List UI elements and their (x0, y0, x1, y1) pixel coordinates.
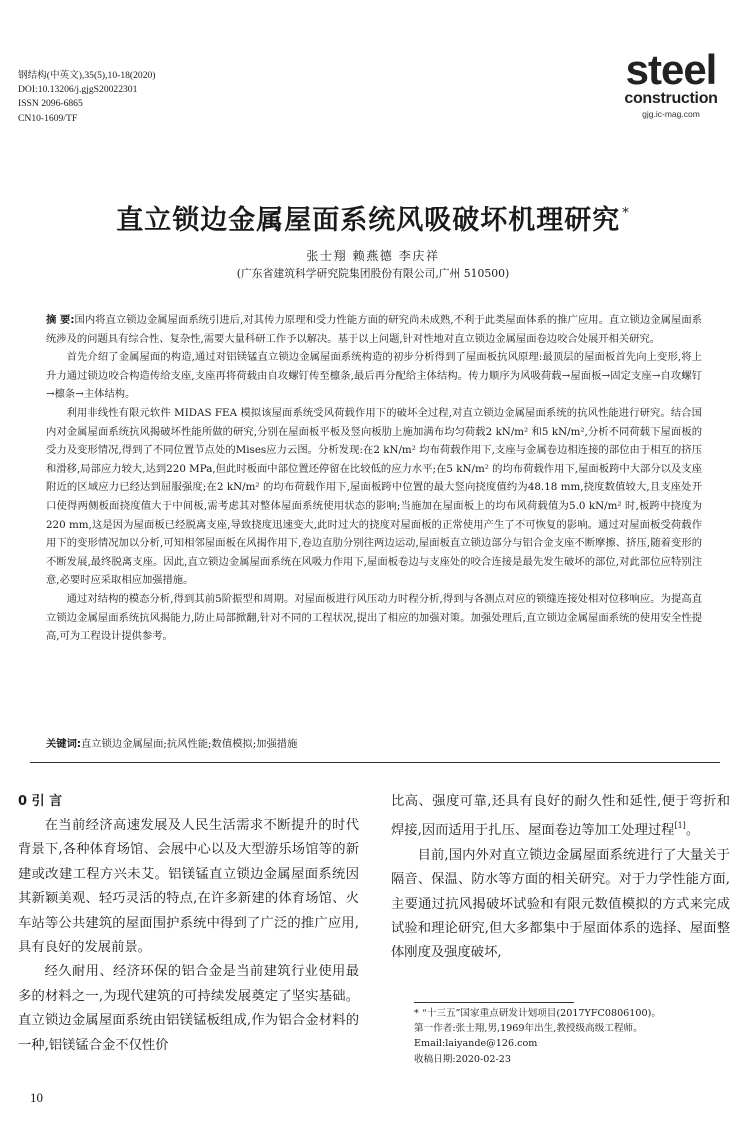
abstract-text: 国内将直立锁边金属屋面系统引进后,对其传力原理和受力性能方面的研究尚未成熟,不利于此类屋面体系的推广应用。直立锁边金属屋面系统涉及的问题具有综合性、复杂性,需要大量科研工作予以解决。基于以上问题,针对性地对直立锁边金属屋面卷边咬合处展开相关研究。 (46, 314, 702, 345)
keywords-label: 关键词: (46, 738, 82, 750)
body-right-column (391, 790, 730, 966)
footnote-email: Email:laiyande@126.com (414, 1038, 538, 1050)
journal-citation: 钢结构(中英文),35(5),10-18(2020) (18, 70, 156, 81)
footnotes (414, 1006, 734, 1067)
logo-url: gjg.ic-mag.com (642, 109, 700, 119)
page-number: 10 (30, 1090, 43, 1105)
body-paragraph: 目前,国内外对直立锁边金属屋面系统进行了大量关于隔音、保温、防水等方面的相关研究。对于力学性能方面,主要通过抗风揭破坏试验和有限元数值模拟的方式来完成试验和理论研究,但大多都集中于屋面体系的选择、屋面整体刚度及强度破坏, (391, 847, 730, 961)
abstract (46, 311, 702, 646)
title-footnote-mark: * (622, 206, 630, 221)
journal-info (18, 69, 156, 126)
abstract-paragraph: 首先介绍了金属屋面的构造,通过对铝镁锰直立锁边金属屋面系统构造的初步分析得到了屋面板抗风原理:最顶层的屋面板首先向上变形,将上升力通过锁边咬合构造传给支座,支座再将荷载由自攻螺钉传至檩条,最后再分配给主体结构。传力顺序为风吸荷载→屋面板→固定支座→自攻螺钉→檩条→主体结构。 (46, 351, 702, 401)
paper-authors: 张士翔 赖燕德 李庆祥 (306, 249, 440, 263)
citation-ref: [1] (674, 821, 686, 831)
body-paragraph (391, 790, 730, 844)
section-heading: 0 引 言 (18, 794, 63, 809)
body-paragraph: 在当前经济高速发展及人民生活需求不断提升的时代背景下,各种体育场馆、会展中心以及大型游乐场馆等的新建或改建工程方兴未艾。铝镁锰直立锁边金属屋面系统因其新颖美观、轻巧灵活的特点,在许多新建的体育场馆、火车站等公共建筑的屋面围护系统中得到了广泛的推广应用,具有良好的发展前景。 (18, 818, 359, 956)
body-paragraph: 经久耐用、经济环保的铝合金是当前建筑行业使用最多的材料之一,为现代建筑的可持续发展奠定了坚实基础。直立锁边金属屋面系统由铝镁锰板组成,作为铝合金材料的一种,铝镁锰合金不仅性价 (18, 964, 359, 1053)
logo-construction: construction (624, 90, 718, 107)
abstract-label: 摘 要: (46, 314, 75, 326)
journal-logo (612, 46, 730, 119)
abstract-paragraph: 利用非线性有限元软件 MIDAS FEA 模拟该屋面系统受风荷载作用下的破坏全过程,对直立锁边金属屋面系统的抗风性能进行研究。结合国内对金属屋面系统抗风揭破坏性能所做的研究,分别在屋面板平板及竖向板肋上施加满布均匀荷载2 kN/m² 和5 kN/m²,分析不同荷载下屋面板的受力及变形情况,得到了不同位置节点处的Mises应力云图。分析发现:在2 kN/m² 均布荷载作用下,支座与金属卷边相连接的部位由于相互的挤压和滑移,局部应力较大,达到220 MPa,但此时板面中部位置还停留在比较低的应力水平;在5 kN/m² 的均布荷载作用下,屋面板跨中大部分以及支座附近的区域应力已经达到屈服强度;在2 kN/m² 的均布荷载作用下,屋面板跨中位置的最大竖向挠度值约为48.18 mm,挠度数值较大,且支座处开口使得两侧板面挠度值大于中间板,需考虑其对整体屋面系统使用状态的影响;当施加在屋面板上的均布风荷载值为5.0 kN/m² 时,板跨中挠度为220 mm,这是因为屋面板已经脱离支座,导致挠度迅速变大,此时过大的挠度对屋面板的正常使用产生了不可恢复的影响。通过对屋面板受荷载作用下的变形情况加以分析,可知相邻屋面板在风揭作用下,卷边直肋分别往两边运动,屋面板直立锁边部分与铝合金支座不断摩擦、挤压,随着变形的不断发展,最终脱离支座。因此,直立锁边金属屋面系统在风吸力作用下,屋面板卷边与支座处的咬合连接是最先发生破坏的部位,对此部位应特别注意,必要时应采取相应加强措施。 (46, 406, 702, 587)
footnote-author: 第一作者:张士翔,男,1969年出生,教授级高级工程师。 (414, 1023, 643, 1035)
title-text: 直立锁边金属屋面系统风吸破坏机理研究 (116, 205, 621, 236)
journal-doi: DOI:10.13206/j.gjgS20022301 (18, 84, 138, 96)
footnote-fund: * “十三五”国家重点研发计划项目(2017YFC0806100)。 (414, 1008, 661, 1019)
journal-issn: ISSN 2096-6865 (18, 98, 83, 110)
keywords-text: 直立锁边金属屋面;抗风性能;数值模拟;加强措施 (81, 738, 298, 750)
paper-affiliation: (广东省建筑科学研究院集团股份有限公司,广州 510500) (236, 267, 510, 280)
journal-cn: CN10-1609/TF (18, 112, 78, 124)
body-text: 。 (685, 823, 700, 839)
abstract-paragraph: 通过对结构的模态分析,得到其前5阶振型和周期。对屋面板进行风压动力时程分析,得到与各测点对应的锁缝连接处相对位移响应。为提高直立锁边金属屋面系统抗风揭能力,防止局部掀翻,针对不同的工程状况,提出了相应的加强对策。加强处理后,直立锁边金属屋面系统的使用安全性提高,可为工程设计提供参考。 (46, 592, 702, 643)
abstract-paragraph (46, 311, 702, 348)
body-text: 比高、强度可靠,还具有良好的耐久性和延性,便于弯折和焊接,因而适用于扎压、屋面卷边等加工处理过程 (391, 794, 730, 839)
footnote-received: 收稿日期:2020-02-23 (414, 1053, 511, 1065)
footnote-divider (414, 1002, 574, 1003)
keywords (46, 735, 702, 753)
body-left-column (18, 790, 359, 1058)
section-divider (30, 762, 720, 763)
logo-steel: steel (625, 46, 717, 93)
paper-title (0, 198, 746, 237)
